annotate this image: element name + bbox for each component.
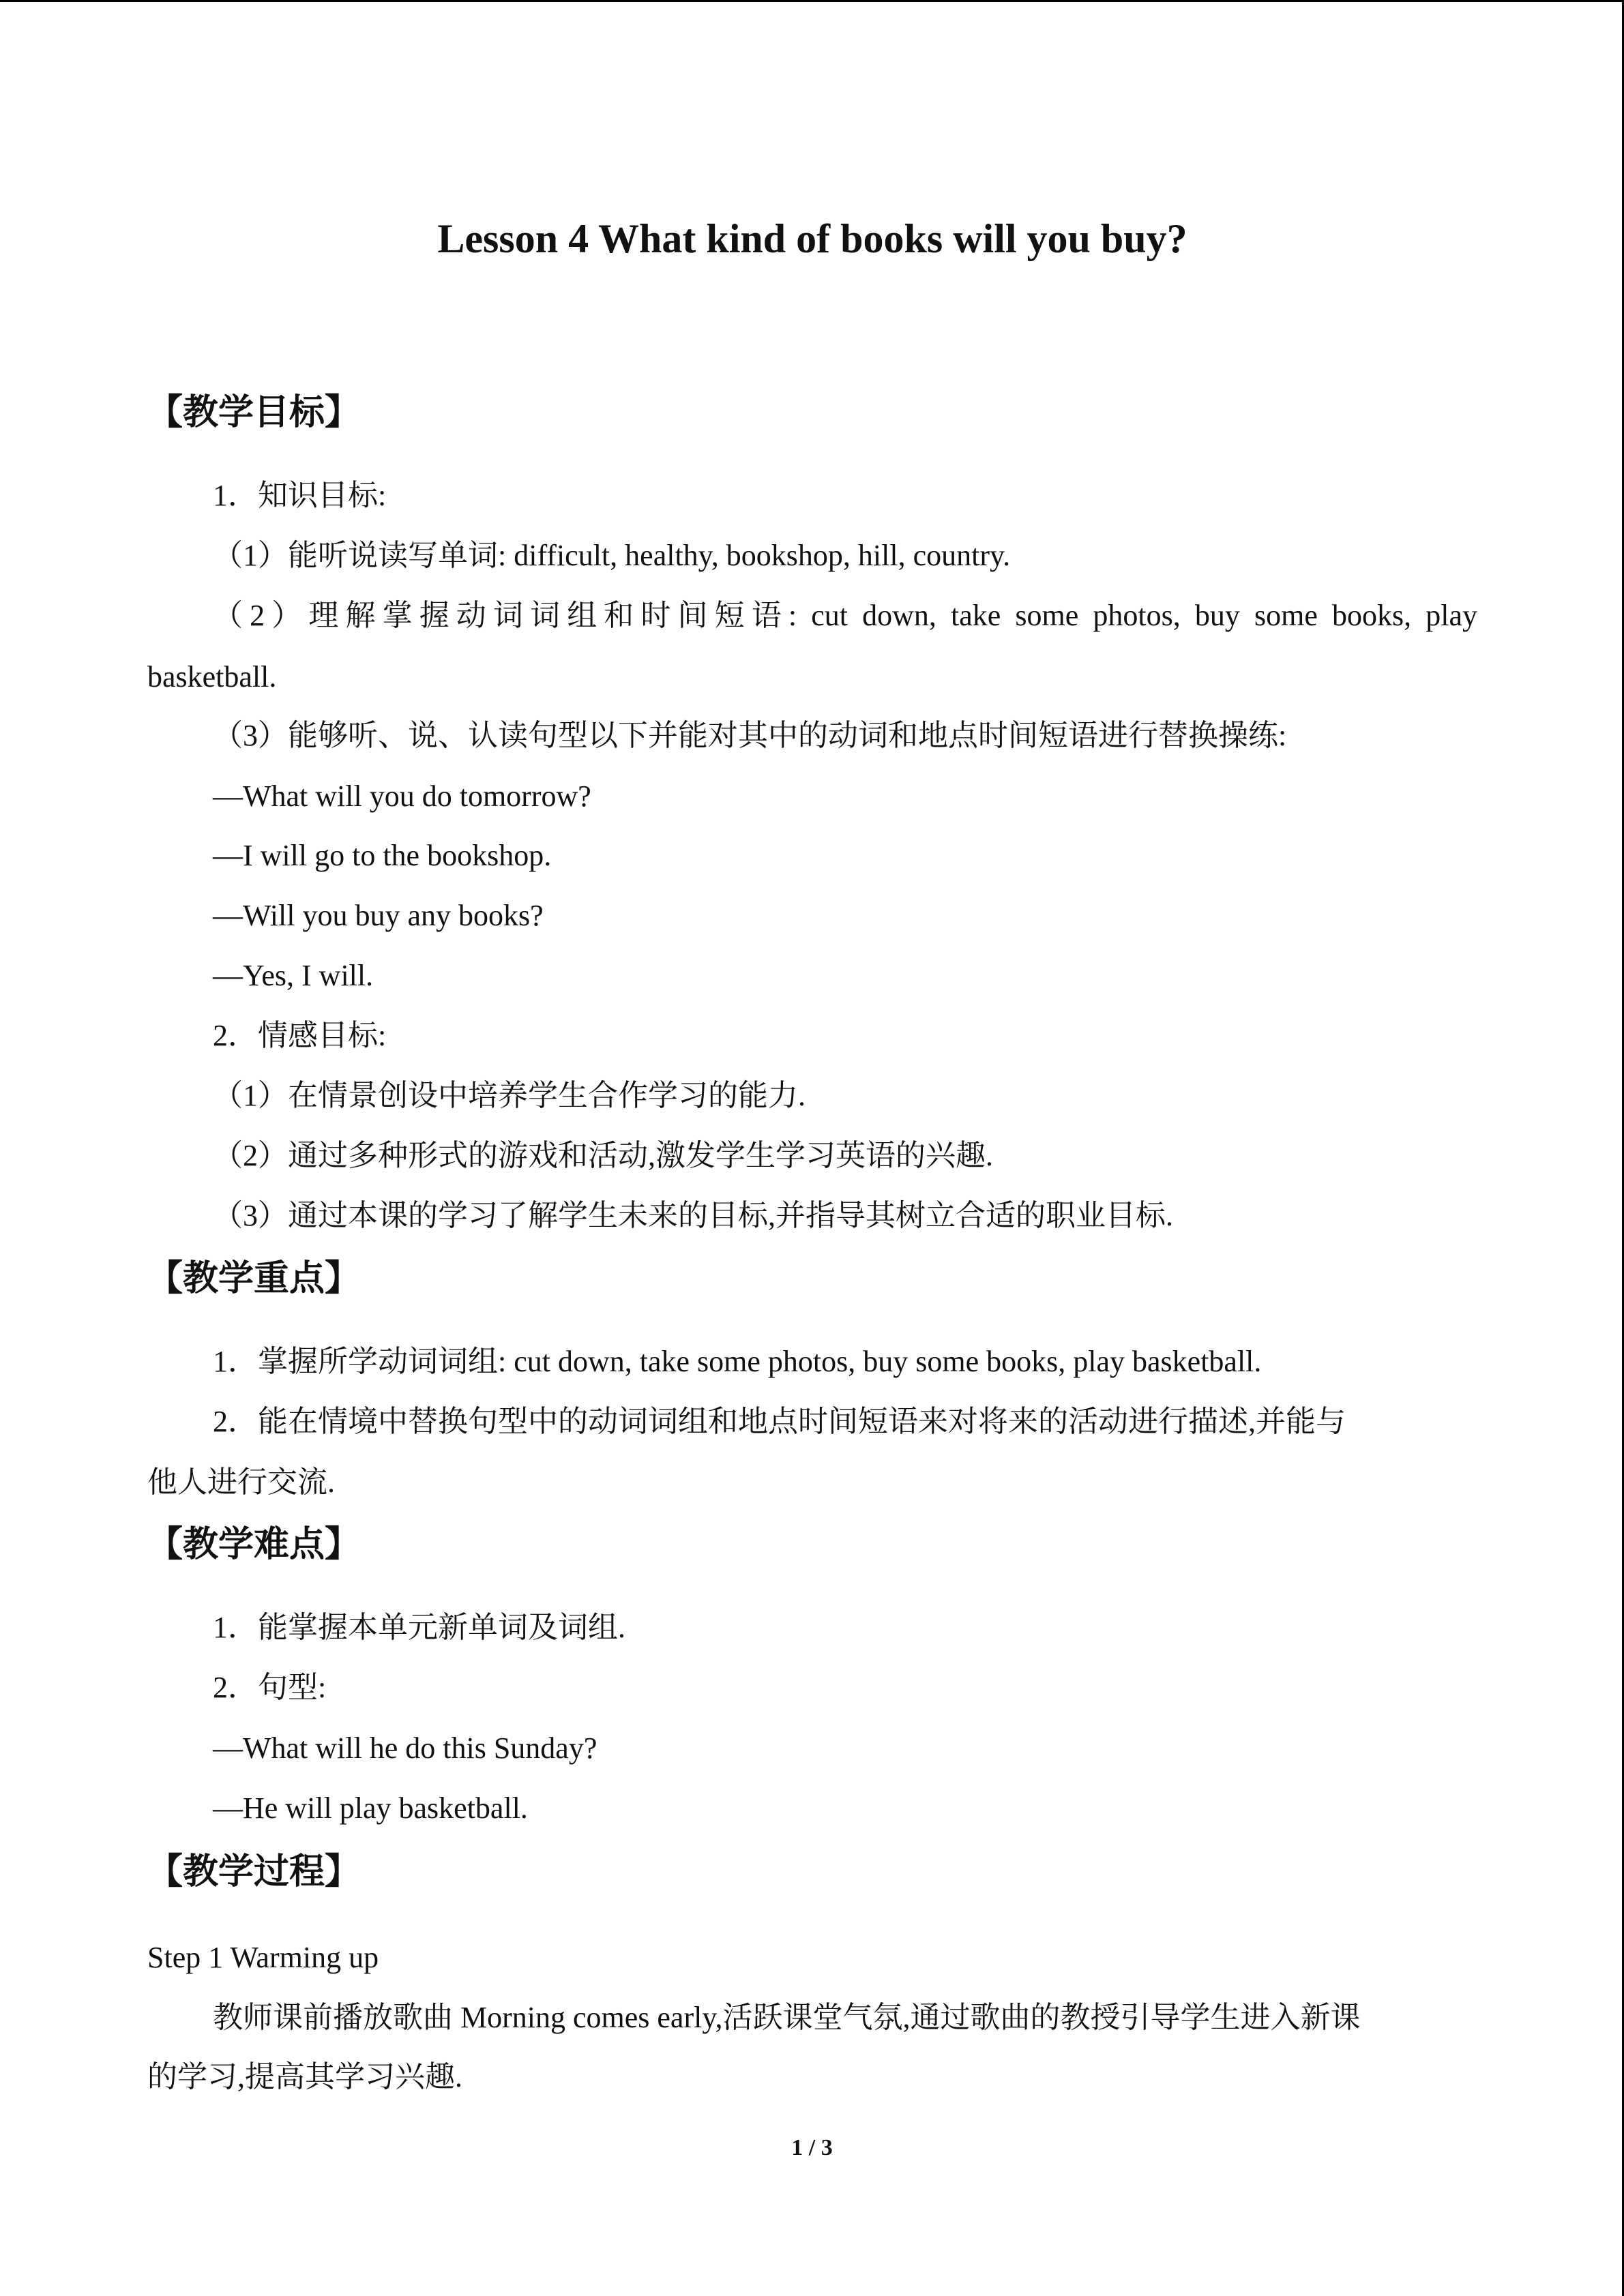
process-line-1: Step 1 Warming up	[147, 1941, 379, 1974]
key-points-line-2: 2．能在情境中替换句型中的动词词组和地点时间短语来对将来的活动进行描述,并能与	[213, 1405, 1346, 1438]
heading-objectives: 【教学目标】	[147, 392, 361, 433]
heading-key-points: 【教学重点】	[147, 1258, 361, 1299]
objectives-line-2: （1）能听说读写单词: difficult, healthy, bookshop, hill, country.	[213, 539, 1011, 572]
objectives-line-8: —Will you buy any books?	[213, 899, 544, 932]
objectives-line-12: （2）通过多种形式的游戏和活动,激发学生学习英语的兴趣.	[213, 1139, 993, 1172]
page-border-top	[0, 0, 1624, 2]
difficulties-line-1: 1．能掌握本单元新单词及词组.	[213, 1611, 625, 1644]
key-points-line-3: 他人进行交流.	[147, 1465, 335, 1499]
objectives-line-3: （2）理解掌握动词词组和时间短语: cut down, take some photos, buy some books, play	[213, 599, 1477, 632]
key-points-line-1: 1．掌握所学动词词组: cut down, take some photos, buy some books, play basketball.	[213, 1345, 1262, 1378]
objectives-line-13: （3）通过本课的学习了解学生未来的目标,并指导其树立合适的职业目标.	[213, 1199, 1173, 1232]
process-line-2: 教师课前播放歌曲 Morning comes early,活跃课堂气氛,通过歌曲的教授引导学生进入新课	[213, 2001, 1361, 2034]
difficulties-line-4: —He will play basketball.	[213, 1791, 528, 1825]
objectives-line-6: —What will you do tomorrow?	[213, 779, 591, 813]
document-title: Lesson 4 What kind of books will you buy?	[437, 216, 1187, 261]
objectives-line-7: —I will go to the bookshop.	[213, 839, 552, 872]
objectives-line-5: （3）能够听、说、认读句型以下并能对其中的动词和地点时间短语进行替换操练:	[213, 719, 1287, 752]
objectives-line-1: 1．知识目标:	[213, 479, 387, 512]
difficulties-line-3: —What will he do this Sunday?	[213, 1731, 597, 1765]
difficulties-line-2: 2．句型:	[213, 1671, 327, 1704]
objectives-line-9: —Yes, I will.	[213, 959, 374, 992]
objectives-line-10: 2．情感目标:	[213, 1019, 387, 1052]
objectives-line-11: （1）在情景创设中培养学生合作学习的能力.	[213, 1079, 806, 1112]
objectives-line-4: basketball.	[147, 660, 277, 694]
process-line-3: 的学习,提高其学习兴趣.	[147, 2060, 462, 2093]
heading-process: 【教学过程】	[147, 1851, 361, 1892]
heading-difficulties: 【教学难点】	[147, 1524, 361, 1565]
page-indicator: 1 / 3	[791, 2135, 833, 2160]
